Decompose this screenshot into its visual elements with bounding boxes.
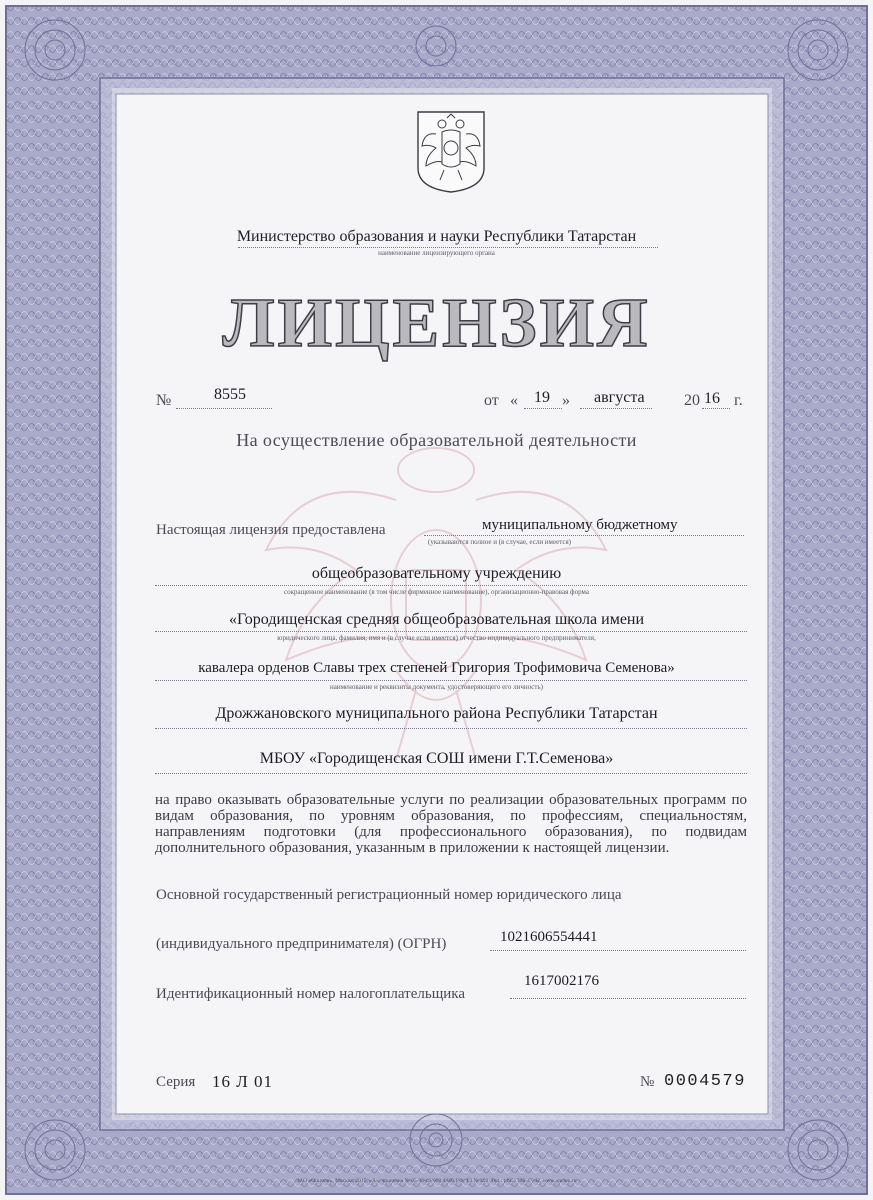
form-number-label: № bbox=[640, 1074, 655, 1090]
date-day: 19 bbox=[534, 389, 550, 406]
date-year-suffix: 16 bbox=[704, 390, 720, 407]
licensee-caption-4: наименование и реквизиты документа, удостоверяющего его личность) bbox=[330, 683, 543, 691]
ogrn-label-2: (индивидуального предпринимателя) (ОГРН) bbox=[156, 936, 447, 952]
inn-underline bbox=[510, 998, 746, 999]
number-label: № bbox=[156, 392, 172, 409]
inn-label: Идентификационный номер налогоплательщика bbox=[156, 986, 466, 1002]
year-underline bbox=[702, 408, 730, 409]
inn-value: 1617002176 bbox=[524, 973, 599, 989]
date-quote-close: » bbox=[562, 392, 570, 409]
date-from-label: от bbox=[484, 392, 499, 409]
licensee-underline-1 bbox=[424, 535, 744, 536]
printer-note: ЗАО «Опцион», Москва, 2015, «А», лицензия № 05-05-09/003 ФНС РФ, ТЗ № 399. Тел.: (495) 726-47-42, www.opcion.ru bbox=[296, 1178, 577, 1184]
licensee-underline-2 bbox=[155, 585, 747, 586]
ogrn-value: 1021606554441 bbox=[500, 929, 598, 945]
series-value: 16 Л 01 bbox=[212, 1072, 274, 1091]
coat-of-arms-icon bbox=[414, 110, 488, 194]
license-number: 8555 bbox=[214, 386, 246, 403]
license-scope-text: на право оказывать образовательные услуги по реализации образовательных программ по видам образования, по уровням образования, по профессиям, специальностям, направлениям подготовки (для профессионального образования), по подвидам дополнительного образования, указанным в приложении к настоящей лицензии. bbox=[155, 792, 747, 856]
number-underline bbox=[176, 408, 272, 409]
licensee-underline-5 bbox=[155, 728, 747, 729]
licensee-underline-6 bbox=[155, 773, 747, 774]
licensee-line-4: кавалера орденов Славы трех степеней Григория Трофимовича Семенова» bbox=[198, 660, 675, 676]
licensee-underline-4 bbox=[155, 680, 747, 681]
date-year-mark: г. bbox=[734, 392, 743, 409]
issuing-authority: Министерство образования и науки Республики Татарстан bbox=[236, 228, 637, 245]
date-month: августа bbox=[594, 389, 645, 406]
month-underline bbox=[580, 408, 652, 409]
ogrn-label-1: Основной государственный регистрационный номер юридического лица bbox=[156, 887, 622, 903]
licensee-caption-1: (указываются полное и (в случае, если имеется) bbox=[428, 538, 572, 546]
licensee-line-5: Дрожжановского муниципального района Республики Татарстан bbox=[215, 705, 658, 722]
licensee-caption-3: юридического лица, фамилия, имя и (в случае если имеется) отчество индивидуального предпринимателя, bbox=[277, 634, 596, 642]
licensee-line-1: муниципальному бюджетному bbox=[482, 517, 678, 533]
ogrn-underline bbox=[490, 950, 746, 951]
form-number-value: 0004579 bbox=[664, 1072, 746, 1091]
date-quote-open: « bbox=[510, 392, 518, 409]
granted-label: Настоящая лицензия предоставлена bbox=[156, 522, 386, 538]
licensee-line-2: общеобразовательному учреждению bbox=[311, 565, 562, 582]
licensee-underline-3 bbox=[155, 631, 747, 632]
document-title: ЛИЦЕНЗИЯ bbox=[222, 285, 651, 362]
licensee-caption-2: сокращенное наименование (в том числе фирменное наименование), организационно-правовая форма bbox=[284, 588, 589, 596]
authority-underline bbox=[238, 247, 658, 248]
watermark-eagle-icon bbox=[246, 430, 626, 790]
licensee-short-name: МБОУ «Городищенская СОШ имени Г.Т.Семенова» bbox=[259, 750, 614, 767]
date-year-prefix: 20 bbox=[684, 392, 700, 409]
series-label: Серия bbox=[156, 1074, 196, 1090]
day-underline bbox=[524, 408, 562, 409]
licensee-line-3: «Городищенская средняя общеобразовательная школа имени bbox=[228, 611, 645, 628]
authority-caption: наименование лицензирующего органа bbox=[378, 249, 495, 257]
activity-type: На осуществление образовательной деятельности bbox=[236, 430, 637, 450]
